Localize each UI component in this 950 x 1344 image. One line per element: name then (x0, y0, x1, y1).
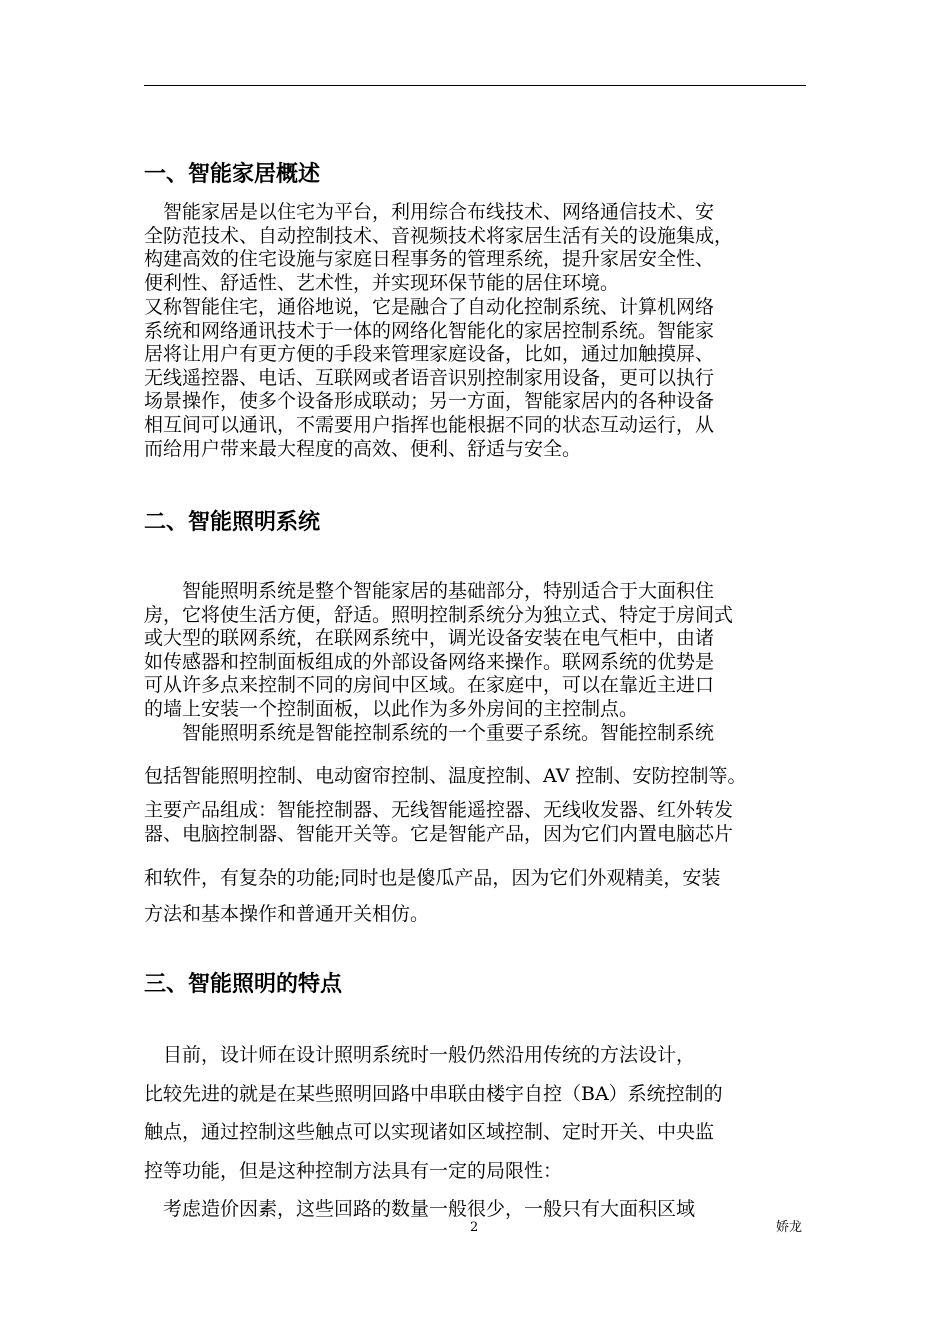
section-heading-lighting-system: 二、智能照明系统 (144, 510, 321, 535)
text-line: 智能照明系统是智能控制系统的一个重要子系统。智能控制系统 (144, 721, 715, 744)
text-line: 比较先进的就是在某些照明回路中串联由楼宇自控（BA）系统控制的 (144, 1082, 723, 1105)
text-line: 的墙上安装一个控制面板，以此作为多外房间的主控制点。 (144, 697, 639, 720)
paragraph-overview-1 (144, 201, 806, 295)
section-heading-lighting-features: 三、智能照明的特点 (144, 972, 343, 997)
text-line: 目前，设计师在设计照明系统时一般仍然沿用传统的方法设计， (144, 1044, 696, 1066)
paragraph-features-1 (144, 1036, 806, 1229)
paragraph-overview-2 (144, 296, 806, 461)
text-line: 全防范技术、自动控制技术、音视频技术将家居生活有关的设施集成， (144, 224, 734, 247)
paragraph-lighting-1 (144, 580, 806, 745)
text-line: 器、电脑控制器、智能开关等。它是智能产品，因为它们内置电脑芯片 (144, 822, 734, 845)
text-line: 考虑造价因素，这些回路的数量一般很少，一般只有大面积区域 (144, 1198, 696, 1220)
text-line: 居将让用户有更方便的手段来管理家庭设备，比如，通过加触摸屏、 (144, 343, 715, 366)
text-line: 而给用户带来最大程度的高效、便利、舒适与安全。 (144, 437, 582, 460)
text-line: 构建高效的住宅设施与家庭日程事务的管理系统，提升家居安全性、 (144, 248, 715, 271)
header-rule (144, 85, 806, 86)
section-heading-overview: 一、智能家居概述 (144, 162, 321, 187)
text-line: 智能家居是以住宅为平台，利用综合布线技术、网络通信技术、安 (144, 201, 715, 223)
text-line: 如传感器和控制面板组成的外部设备网络来操作。联网系统的优势是 (144, 650, 715, 673)
paragraph-lighting-3 (144, 799, 806, 846)
paragraph-lighting-4 (144, 861, 806, 932)
text-line: 相互间可以通讯，不需要用户指挥也能根据不同的状态互动运行，从 (144, 413, 715, 436)
text-line: 系统和网络通讯技术于一体的网络化智能化的家居控制系统。智能家 (144, 319, 715, 342)
text-line: 房，它将使生活方便，舒适。照明控制系统分为独立式、特定于房间式 (144, 603, 734, 626)
text-line: 和软件，有复杂的功能;同时也是傻瓜产品，因为它们外观精美，安装 (144, 867, 721, 889)
text-line: 触点，通过控制这些触点可以实现诸如区域控制、定时开关、中央监 (144, 1121, 715, 1143)
text-line: 场景操作，使多个设备形成联动；另一方面，智能家居内的各种设备 (144, 390, 715, 413)
text-line: 控等功能，但是这种控制方法具有一定的局限性： (144, 1159, 563, 1182)
footer-author: 娇龙 (776, 1220, 803, 1235)
text-line: 智能照明系统是整个智能家居的基础部分，特别适合于大面积住 (144, 580, 715, 602)
page-number: 2 (470, 1220, 479, 1235)
text-line: 包括智能照明控制、电动窗帘控制、温度控制、AV 控制、安防控制等。 (144, 765, 747, 787)
text-line: 便利性、舒适性、艺术性，并实现环保节能的居住环境。 (144, 271, 620, 294)
text-line: 或大型的联网系统，在联网系统中，调光设备安装在电气柜中，由诸 (144, 627, 715, 650)
text-line: 又称智能住宅，通俗地说，它是融合了自动化控制系统、计算机网络 (144, 296, 715, 318)
paragraph-lighting-2 (144, 765, 806, 789)
text-line: 可从许多点来控制不同的房间中区域。在家庭中，可以在靠近主进口 (144, 674, 715, 697)
text-line: 主要产品组成：智能控制器、无线智能遥控器、无线收发器、红外转发 (144, 799, 734, 821)
text-line: 无线遥控器、电话、互联网或者语音识别控制家用设备，更可以执行 (144, 366, 715, 389)
text-line: 方法和基本操作和普通开关相仿。 (144, 902, 430, 925)
